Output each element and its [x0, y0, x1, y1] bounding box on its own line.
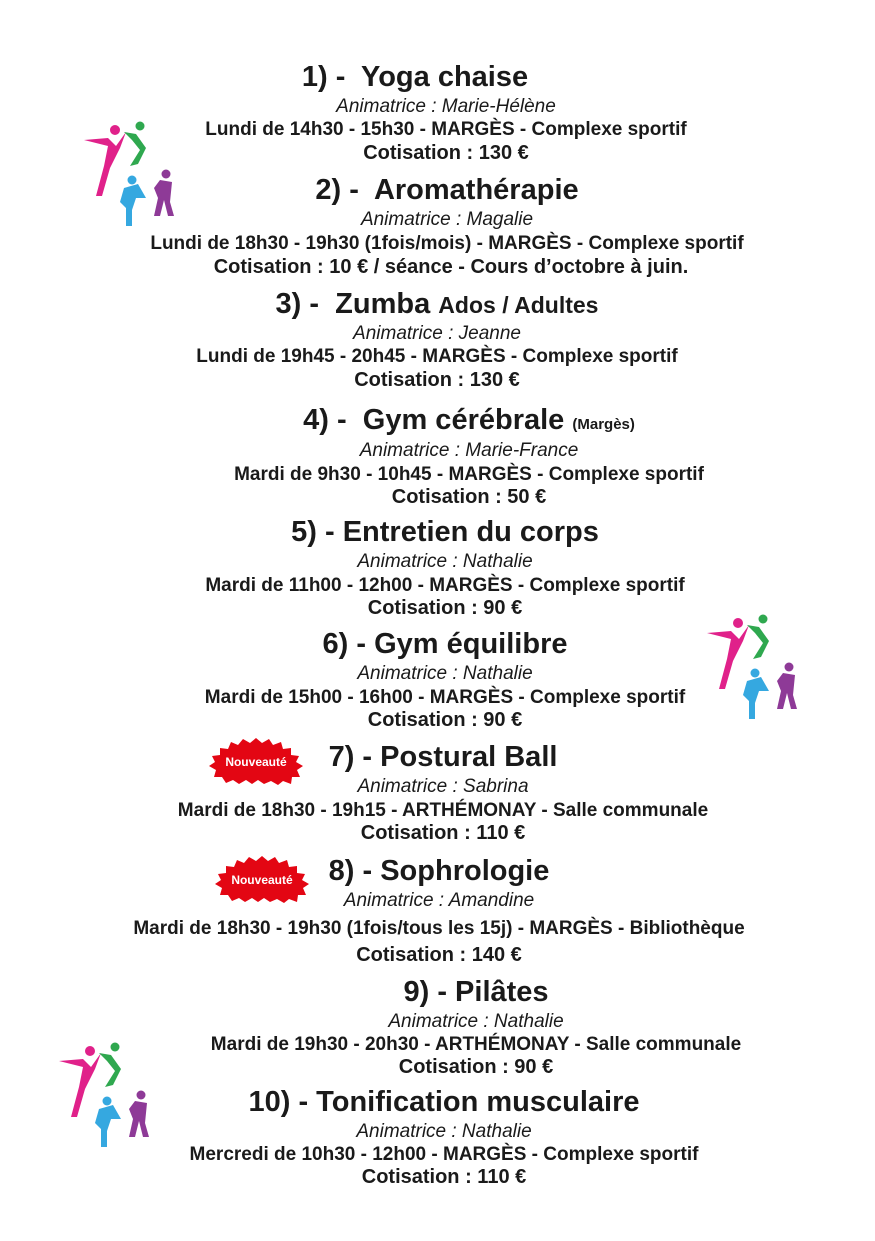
badge-label: Nouveauté — [231, 873, 293, 887]
course-10-title: 10) - Tonification musculaire — [248, 1086, 640, 1118]
course-1-schedule: Lundi de 14h30 - 15h30 - MARGÈS - Complexe sportif — [205, 119, 687, 140]
dancers-logo-icon — [703, 605, 803, 727]
course-5-animatrice: Animatrice : Nathalie — [357, 551, 533, 572]
course-10-cotisation: Cotisation : 110 € — [361, 1166, 527, 1188]
dancers-logo-icon — [80, 118, 180, 228]
course-1-title: 1) - Yoga chaise — [301, 61, 529, 93]
course-2-schedule: Lundi de 18h30 - 19h30 (1fois/mois) - MARGÈS - Complexe sportif — [150, 233, 744, 254]
course-9-title: 9) - Pilâtes — [403, 976, 549, 1008]
course-4-schedule: Mardi de 9h30 - 10h45 - MARGÈS - Complexe sportif — [234, 464, 704, 485]
course-3-schedule: Lundi de 19h45 - 20h45 - MARGÈS - Complexe sportif — [196, 346, 678, 367]
course-7-schedule: Mardi de 18h30 - 19h15 - ARTHÉMONAY - Salle communale — [177, 800, 709, 821]
course-8-title: 8) - Sophrologie — [328, 855, 550, 887]
course-9-cotisation: Cotisation : 90 € — [398, 1056, 554, 1078]
course-10-animatrice: Animatrice : Nathalie — [356, 1121, 532, 1142]
course-7-title: 7) - Postural Ball — [328, 741, 558, 773]
course-5-cotisation: Cotisation : 90 € — [367, 597, 523, 619]
course-3-title: 3) - Zumba Ados / Adultes — [275, 288, 599, 320]
course-4-title: 4) - Gym cérébrale (Margès) — [303, 404, 635, 436]
course-2-animatrice: Animatrice : Magalie — [360, 209, 534, 230]
course-6-cotisation: Cotisation : 90 € — [367, 709, 523, 731]
dancers-logo-icon — [55, 1033, 155, 1155]
course-2-cotisation: Cotisation : 10 € / séance - Cours d’octobre à juin. — [213, 256, 689, 278]
course-8-animatrice: Animatrice : Amandine — [343, 890, 535, 911]
course-2-title: 2) - Aromathérapie — [315, 174, 579, 206]
course-6-animatrice: Animatrice : Nathalie — [357, 663, 533, 684]
course-5-schedule: Mardi de 11h00 - 12h00 - MARGÈS - Complexe sportif — [205, 575, 685, 596]
course-6-title: 6) - Gym équilibre — [322, 628, 568, 660]
starburst-badge-icon — [214, 855, 310, 903]
starburst-badge-icon — [208, 737, 304, 785]
course-6-schedule: Mardi de 15h00 - 16h00 - MARGÈS - Complexe sportif — [204, 687, 686, 708]
course-7-cotisation: Cotisation : 110 € — [360, 822, 526, 844]
course-1-animatrice: Animatrice : Marie-Hélène — [336, 96, 556, 117]
course-8-schedule: Mardi de 18h30 - 19h30 (1fois/tous les 15j) - MARGÈS - Bibliothèque — [133, 918, 745, 939]
course-3-animatrice: Animatrice : Jeanne — [353, 323, 521, 344]
badge-label: Nouveauté — [225, 755, 287, 769]
course-9-schedule: Mardi de 19h30 - 20h30 - ARTHÉMONAY - Salle communale — [210, 1034, 742, 1055]
course-10-schedule: Mercredi de 10h30 - 12h00 - MARGÈS - Complexe sportif — [189, 1144, 699, 1165]
course-9-animatrice: Animatrice : Nathalie — [388, 1011, 564, 1032]
course-8-cotisation: Cotisation : 140 € — [356, 944, 522, 966]
course-5-title: 5) - Entretien du corps — [291, 516, 599, 548]
course-3-cotisation: Cotisation : 130 € — [354, 369, 520, 391]
course-7-animatrice: Animatrice : Sabrina — [357, 776, 529, 797]
course-4-cotisation: Cotisation : 50 € — [391, 486, 547, 508]
course-4-animatrice: Animatrice : Marie-France — [359, 440, 579, 461]
course-1-cotisation: Cotisation : 130 € — [363, 142, 529, 164]
